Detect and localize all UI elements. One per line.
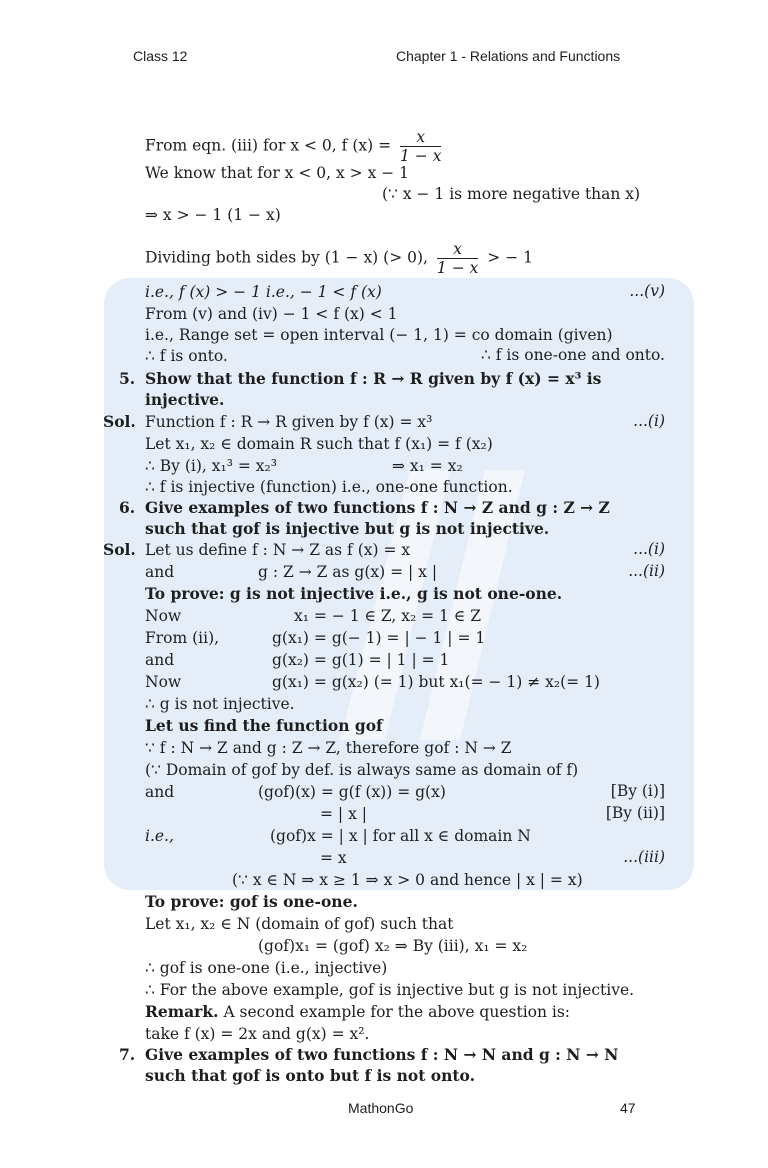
solution-5-label: Sol. xyxy=(103,412,136,431)
sol6-gof-one-one: ∴ gof is one-one (i.e., injective) xyxy=(145,959,388,977)
sol6-because-f-g: ∵ f : N → Z and g : Z → Z, therefore gof : N → Z xyxy=(145,739,512,757)
line-implies: ⇒ x > − 1 (1 − x) xyxy=(145,206,281,224)
solution-6-label: Sol. xyxy=(103,540,136,559)
eq-label-i: ...(i) xyxy=(633,412,665,430)
footer-brand: MathonGo xyxy=(348,1100,414,1116)
sol6-abs-x: = | x | xyxy=(320,805,367,823)
sol6-because-x-in-n: (∵ x ∈ N ⇒ x ≥ 1 ⇒ x > 0 and hence | x | = x) xyxy=(232,871,583,889)
line-because-negative: (∵ x − 1 is more negative than x) xyxy=(382,185,641,203)
sol6-let-x1-x2: Let x₁, x₂ ∈ N (domain of gof) such that xyxy=(145,915,454,933)
footer-page-number: 47 xyxy=(620,1100,636,1116)
sol6-to-prove-gof: To prove: gof is one-one. xyxy=(145,892,358,911)
eq-label-v: ...(v) xyxy=(629,282,665,300)
ref-by-i: [By (i)] xyxy=(610,782,665,800)
sol5-line-3: ∴ By (i), x₁³ = x₂³ xyxy=(145,457,277,475)
question-7-number: 7. xyxy=(119,1045,136,1064)
eq-label-6-ii: ...(ii) xyxy=(628,562,665,580)
sol6-conclusion: ∴ For the above example, gof is injective but g is not injective. xyxy=(145,981,635,999)
question-6-text: Give examples of two functions f : N → Z and g : Z → Z xyxy=(145,498,610,517)
sol6-gof-all: (gof)x = | x | for all x ∈ domain N xyxy=(270,827,531,845)
sol6-g-x2: g(x₂) = g(1) = | 1 | = 1 xyxy=(272,651,450,669)
question-7-text: Give examples of two functions f : N → N and g : N → N xyxy=(145,1045,619,1064)
sol6-x-values: x₁ = − 1 ∈ Z, x₂ = 1 ∈ Z xyxy=(294,607,482,625)
line-ie-fx: i.e., f (x) > − 1 i.e., − 1 < f (x) xyxy=(145,283,382,301)
sol6-g-not-injective: ∴ g is not injective. xyxy=(145,695,295,713)
header-class: Class 12 xyxy=(133,48,188,64)
question-7-text-cont: such that gof is onto but f is not onto. xyxy=(145,1066,476,1085)
eq-label-iii: ...(iii) xyxy=(623,848,665,866)
sol6-domain-gof: (∵ Domain of gof by def. is always same as domain of f) xyxy=(145,761,579,779)
line-f-onto: ∴ f is onto. xyxy=(145,347,228,365)
sol6-to-prove-g: To prove: g is not injective i.e., g is not one-one. xyxy=(145,584,563,603)
sol5-line-3b: ⇒ x₁ = x₂ xyxy=(392,457,463,475)
question-6-number: 6. xyxy=(119,498,136,517)
sol6-from-ii: From (ii), xyxy=(145,629,220,647)
line-range-set: i.e., Range set = open interval (− 1, 1) = co domain (given) xyxy=(145,326,613,344)
sol6-now-label: Now xyxy=(145,607,182,625)
sol6-and-2: and xyxy=(145,651,175,669)
sol6-gof-x: (gof)(x) = g(f (x)) = g(x) xyxy=(258,783,446,801)
line-dividing: Dividing both sides by (1 − x) (> 0), $\frac{x}{1 - x}$ > − 1 xyxy=(145,240,533,277)
sol6-define-f: Let us define f : N → Z as f (x) = x xyxy=(145,541,411,559)
question-5-text: Show that the function f : R → R given by f (x) = x³ is xyxy=(145,369,602,388)
sol6-equals-x: = x xyxy=(320,849,347,867)
sol6-remark: Remark. A second example for the above question is: xyxy=(145,1002,571,1021)
sol6-g-x1: g(x₁) = g(− 1) = | − 1 | = 1 xyxy=(272,629,486,647)
sol6-find-gof: Let us find the function gof xyxy=(145,716,383,735)
sol6-now-2: Now xyxy=(145,673,182,691)
line-we-know: We know that for x < 0, x > x − 1 xyxy=(145,164,410,182)
sol5-line-4: ∴ f is injective (function) i.e., one-one function. xyxy=(145,478,513,496)
header-chapter: Chapter 1 - Relations and Functions xyxy=(396,48,621,64)
sol5-line-1: Function f : R → R given by f (x) = x³ xyxy=(145,413,433,431)
line-one-one-onto: ∴ f is one-one and onto. xyxy=(480,346,665,364)
sol6-gof-equal: (gof)x₁ = (gof) x₂ ⇒ By (iii), x₁ = x₂ xyxy=(258,937,528,955)
sol5-line-2: Let x₁, x₂ ∈ domain R such that f (x₁) = f (x₂) xyxy=(145,435,493,453)
sol6-and: and xyxy=(145,563,175,581)
sol6-and-3: and xyxy=(145,783,175,801)
sol6-g-equal: g(x₁) = g(x₂) (= 1) but x₁(= − 1) ≠ x₂(= 1) xyxy=(272,673,600,691)
question-5-text-cont: injective. xyxy=(145,390,225,409)
ref-by-ii: [By (ii)] xyxy=(605,804,665,822)
sol6-ie: i.e., xyxy=(145,827,174,845)
line-from-v-iv: From (v) and (iv) − 1 < f (x) < 1 xyxy=(145,305,398,323)
question-5-number: 5. xyxy=(119,369,136,388)
eq-label-6-i: ...(i) xyxy=(633,540,665,558)
question-6-text-cont: such that gof is injective but g is not injective. xyxy=(145,519,550,538)
sol6-take: take f (x) = 2x and g(x) = x². xyxy=(145,1025,370,1043)
line-eqn-iii: From eqn. (iii) for x < 0, f (x) = $\frac{x}{1 - x}$ xyxy=(145,128,442,165)
sol6-define-g: g : Z → Z as g(x) = | x | xyxy=(258,563,438,581)
